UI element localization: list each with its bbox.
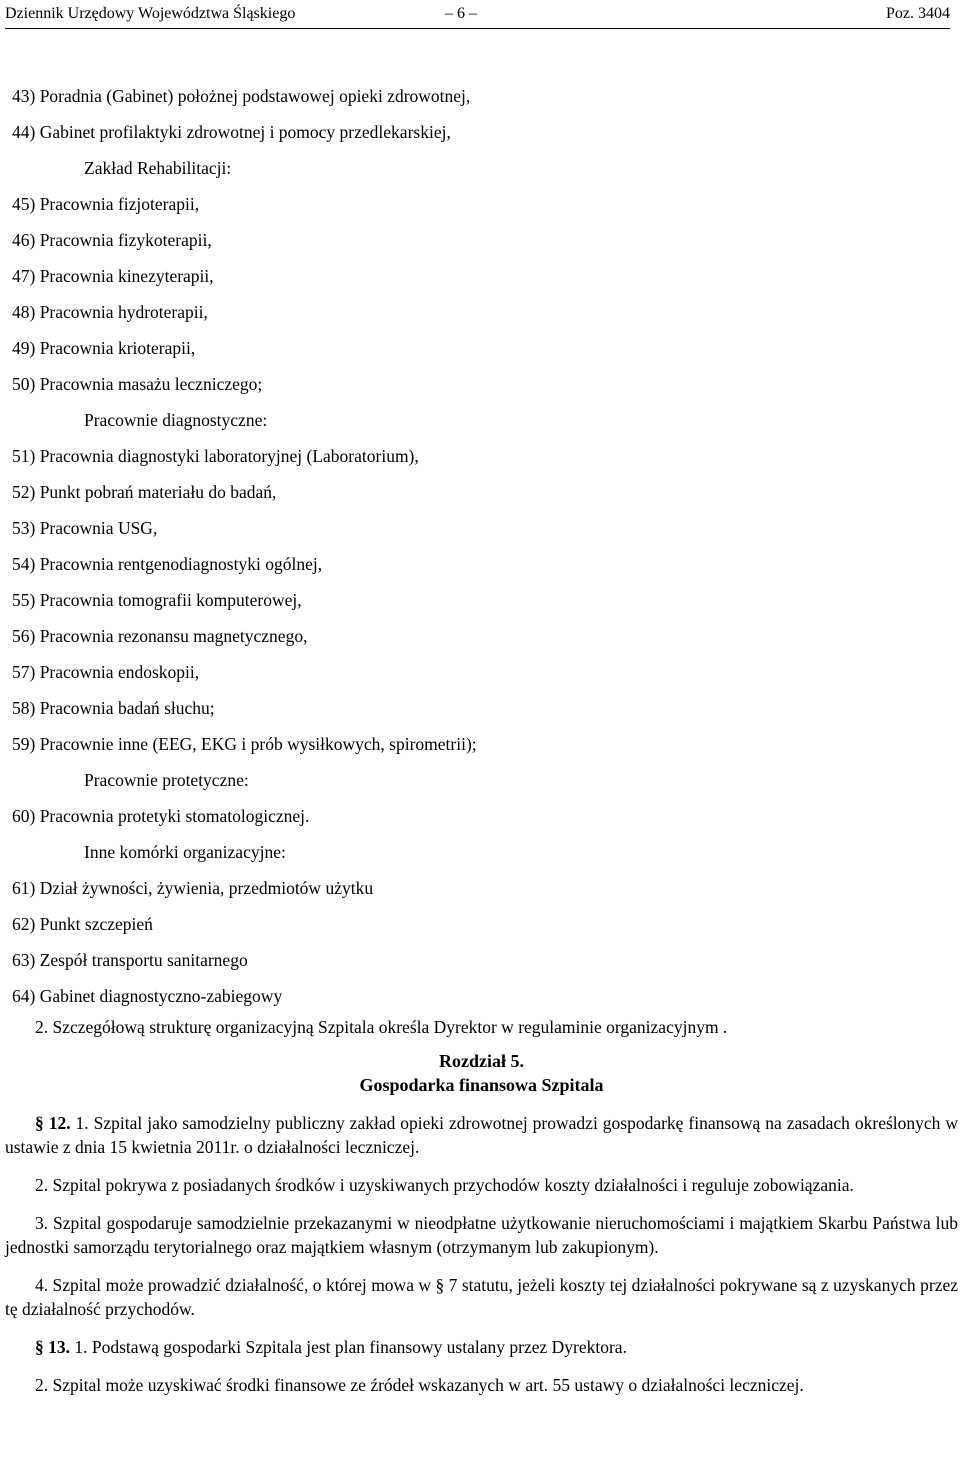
unit-list [12,78,952,1014]
list-item: 43) Poradnia (Gabinet) położnej podstawowej opieki zdrowotnej, [12,86,471,106]
list-item: 47) Pracownia kinezyterapii, [12,266,214,286]
list-item: 52) Punkt pobrań materiału do badań, [12,482,277,502]
list-item: 50) Pracownia masażu leczniczego; [12,374,263,394]
list-item: 44) Gabinet profilaktyki zdrowotnej i pomocy przedlekarskiej, [12,122,451,142]
list-item: 58) Pracownia badań słuchu; [12,698,215,718]
page-number: – 6 – [445,5,477,22]
section-12-paragraph-1: § 12. 1. Szpital jako samodzielny publiczny zakład opieki zdrowotnej prowadzi gospodarkę finansową na zasadach określonych w ustawie z dnia 15 kwietnia 2011r. o działalności leczniczej. [5,1113,958,1157]
list-item: 55) Pracownia tomografii komputerowej, [12,590,302,610]
list-item: 64) Gabinet diagnostyczno-zabiegowy [12,986,283,1006]
list-item: 51) Pracownia diagnostyki laboratoryjnej (Laboratorium), [12,446,419,466]
list-item: 48) Pracownia hydroterapii, [12,302,208,322]
journal-title: Dziennik Urzędowy Województwa Śląskiego [5,5,296,22]
list-item: 46) Pracownia fizykoterapii, [12,230,212,250]
section-12-paragraph-2: 2. Szpital pokrywa z posiadanych środków i uzyskiwanych przychodów koszty działalności i reguluje zobowiązania. [35,1175,854,1195]
chapter-title: Gospodarka finansowa Szpitala [359,1075,604,1095]
list-subheading: Pracownie protetyczne: [84,770,249,790]
section-12-label: § 12. [35,1113,71,1133]
list-item: 59) Pracownie inne (EEG, EKG i prób wysiłkowych, spirometrii); [12,734,477,754]
list-subheading: Inne komórki organizacyjne: [84,842,286,862]
page-header [5,2,950,29]
list-item: 60) Pracownia protetyki stomatologicznej. [12,806,310,826]
list-item: 61) Dział żywności, żywienia, przedmiotów użytku [12,878,374,898]
list-subheading: Zakład Rehabilitacji: [84,158,232,178]
list-item: 45) Pracownia fizjoterapii, [12,194,200,214]
list-item: 62) Punkt szczepień [12,914,153,934]
list-item: 56) Pracownia rezonansu magnetycznego, [12,626,308,646]
section-13-label: § 13. [35,1337,70,1357]
list-item: 54) Pracownia rentgenodiagnostyki ogólnej, [12,554,323,574]
section-12-paragraph-4: 4. Szpital może prowadzić działalność, o której mowa w § 7 statutu, jeżeli koszty tej działalności pokrywane są z uzyskanych przez tę działalność przychodów. [5,1275,958,1319]
paragraph-2: 2. Szczegółową strukturę organizacyjną Szpitala określa Dyrektor w regulaminie organizacyjnym . [35,1017,728,1037]
section-12-paragraph-3: 3. Szpital gospodaruje samodzielnie przekazanymi w nieodpłatne użytkowanie nieruchomościami i majątkiem Skarbu Państwa lub jednostki samorządu terytorialnego oraz majątkiem własnym (otrzymanym lub zakupionym). [5,1213,958,1257]
list-item: 53) Pracownia USG, [12,518,158,538]
section-13-paragraph-2: 2. Szpital może uzyskiwać środki finansowe ze źródeł wskazanych w art. 55 ustawy o działalności leczniczej. [35,1375,804,1395]
list-item: 49) Pracownia krioterapii, [12,338,196,358]
chapter-number: Rozdział 5. [439,1051,524,1071]
list-item: 63) Zespół transportu sanitarnego [12,950,248,970]
position-number: Poz. 3404 [886,5,950,22]
list-subheading: Pracownie diagnostyczne: [84,410,268,430]
list-item: 57) Pracownia endoskopii, [12,662,200,682]
document-body [5,1015,958,1397]
section-13-paragraph-1: § 13. 1. Podstawą gospodarki Szpitala jest plan finansowy ustalany przez Dyrektora. [35,1337,627,1357]
